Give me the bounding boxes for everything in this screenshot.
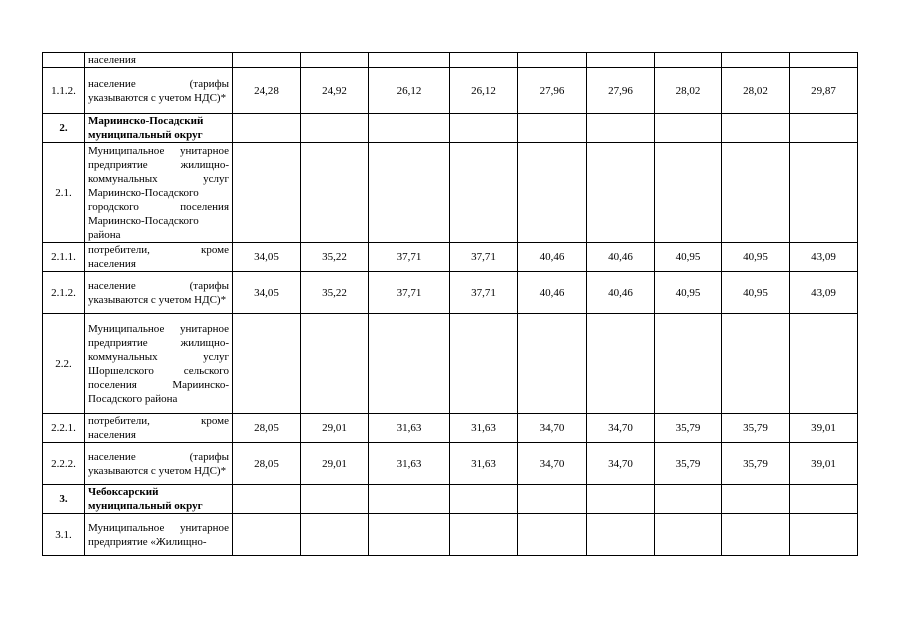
tariff-value-cell (369, 485, 450, 514)
tariff-value-cell: 40,46 (518, 243, 587, 272)
row-description: потребители, кроме населения (85, 243, 233, 272)
tariff-value-cell: 28,02 (722, 68, 790, 114)
row-description: Муниципальное унитарное предприятие жилищно- коммунальных услуг Шоршелского сельского поселения Мариинско-Посадского района (85, 314, 233, 414)
tariff-value-cell (655, 485, 722, 514)
tariff-value-cell: 26,12 (369, 68, 450, 114)
tariff-value-cell (301, 314, 369, 414)
row-number: 2.1. (43, 143, 85, 243)
tariff-value-cell: 28,02 (655, 68, 722, 114)
tariff-table (42, 52, 858, 556)
tariff-value-cell (518, 514, 587, 556)
tariff-value-cell: 40,46 (587, 272, 655, 314)
tariff-value-cell (587, 514, 655, 556)
tariff-value-cell (587, 114, 655, 143)
row-number: 2.1.1. (43, 243, 85, 272)
tariff-value-cell: 37,71 (450, 243, 518, 272)
tariff-value-cell: 35,22 (301, 243, 369, 272)
tariff-value-cell: 40,46 (587, 243, 655, 272)
tariff-value-cell: 40,95 (722, 243, 790, 272)
tariff-value-cell (233, 53, 301, 68)
tariff-value-cell: 40,95 (655, 272, 722, 314)
row-description: населения (85, 53, 233, 68)
tariff-value-cell (518, 53, 587, 68)
tariff-value-cell: 34,05 (233, 243, 301, 272)
tariff-value-cell: 43,09 (790, 272, 858, 314)
tariff-value-cell (233, 314, 301, 414)
tariff-value-cell (790, 485, 858, 514)
tariff-value-cell (450, 53, 518, 68)
tariff-value-cell (722, 514, 790, 556)
tariff-value-cell (369, 143, 450, 243)
row-number: 2. (43, 114, 85, 143)
tariff-value-cell: 28,05 (233, 443, 301, 485)
table-row (43, 68, 858, 114)
tariff-value-cell: 34,70 (587, 414, 655, 443)
tariff-value-cell (655, 114, 722, 143)
row-description: потребители, кроме населения (85, 414, 233, 443)
tariff-value-cell (301, 53, 369, 68)
table-row (43, 414, 858, 443)
tariff-value-cell: 35,79 (655, 414, 722, 443)
tariff-value-cell: 40,46 (518, 272, 587, 314)
tariff-value-cell: 39,01 (790, 414, 858, 443)
tariff-value-cell: 31,63 (369, 414, 450, 443)
tariff-value-cell (369, 53, 450, 68)
tariff-value-cell: 34,70 (587, 443, 655, 485)
tariff-value-cell (722, 314, 790, 414)
row-description: Мариинско-Посадский муниципальный округ (85, 114, 233, 143)
tariff-value-cell (518, 143, 587, 243)
tariff-value-cell: 37,71 (450, 272, 518, 314)
tariff-value-cell: 39,01 (790, 443, 858, 485)
row-number: 3.1. (43, 514, 85, 556)
row-number (43, 53, 85, 68)
tariff-value-cell: 40,95 (655, 243, 722, 272)
row-number: 2.2.1. (43, 414, 85, 443)
tariff-value-cell (790, 314, 858, 414)
row-number: 2.2. (43, 314, 85, 414)
tariff-value-cell (450, 485, 518, 514)
tariff-value-cell: 34,70 (518, 414, 587, 443)
tariff-value-cell (722, 114, 790, 143)
table-row (43, 485, 858, 514)
tariff-value-cell: 35,22 (301, 272, 369, 314)
tariff-value-cell (587, 143, 655, 243)
table-row (43, 114, 858, 143)
tariff-value-cell: 26,12 (450, 68, 518, 114)
tariff-value-cell: 31,63 (369, 443, 450, 485)
tariff-value-cell (518, 114, 587, 143)
tariff-value-cell: 35,79 (655, 443, 722, 485)
row-number: 3. (43, 485, 85, 514)
tariff-value-cell (790, 114, 858, 143)
tariff-value-cell (450, 143, 518, 243)
tariff-value-cell (518, 314, 587, 414)
tariff-value-cell (722, 485, 790, 514)
tariff-value-cell (233, 485, 301, 514)
tariff-value-cell (233, 114, 301, 143)
row-description: Чебоксарский муниципальный округ (85, 485, 233, 514)
tariff-value-cell: 31,63 (450, 443, 518, 485)
tariff-value-cell (790, 53, 858, 68)
row-number: 2.1.2. (43, 272, 85, 314)
tariff-value-cell (233, 514, 301, 556)
tariff-value-cell: 29,01 (301, 414, 369, 443)
tariff-value-cell (301, 143, 369, 243)
tariff-value-cell (301, 114, 369, 143)
tariff-value-cell: 43,09 (790, 243, 858, 272)
tariff-value-cell (301, 514, 369, 556)
tariff-value-cell: 35,79 (722, 443, 790, 485)
tariff-value-cell: 37,71 (369, 243, 450, 272)
tariff-value-cell (722, 143, 790, 243)
row-description: население (тарифы указываются с учетом НДС)* (85, 443, 233, 485)
tariff-value-cell (655, 53, 722, 68)
tariff-value-cell (233, 143, 301, 243)
table-body (43, 53, 858, 556)
tariff-value-cell: 34,05 (233, 272, 301, 314)
row-description: Муниципальное унитарное предприятие жилищно-коммунальных услуг Мариинско-Посадского городского поселения Мариинско-Посадского района (85, 143, 233, 243)
row-description: Муниципальное унитарное предприятие «Жилищно- (85, 514, 233, 556)
table-row (43, 272, 858, 314)
tariff-value-cell (518, 485, 587, 514)
tariff-value-cell: 24,92 (301, 68, 369, 114)
tariff-value-cell (790, 143, 858, 243)
tariff-value-cell: 40,95 (722, 272, 790, 314)
table-row (43, 443, 858, 485)
tariff-value-cell: 27,96 (587, 68, 655, 114)
tariff-value-cell (655, 514, 722, 556)
tariff-value-cell: 28,05 (233, 414, 301, 443)
tariff-value-cell (450, 514, 518, 556)
tariff-value-cell (369, 114, 450, 143)
tariff-value-cell (722, 53, 790, 68)
tariff-value-cell (790, 514, 858, 556)
tariff-value-cell: 29,01 (301, 443, 369, 485)
tariff-value-cell: 27,96 (518, 68, 587, 114)
row-number: 1.1.2. (43, 68, 85, 114)
table-row (43, 514, 858, 556)
row-number: 2.2.2. (43, 443, 85, 485)
tariff-value-cell: 35,79 (722, 414, 790, 443)
table-row (43, 53, 858, 68)
tariff-value-cell: 29,87 (790, 68, 858, 114)
tariff-value-cell (655, 143, 722, 243)
tariff-value-cell (450, 314, 518, 414)
tariff-value-cell (587, 53, 655, 68)
table-row (43, 143, 858, 243)
tariff-value-cell (301, 485, 369, 514)
tariff-value-cell: 24,28 (233, 68, 301, 114)
tariff-value-cell (369, 514, 450, 556)
tariff-value-cell (587, 485, 655, 514)
tariff-value-cell (369, 314, 450, 414)
tariff-value-cell: 34,70 (518, 443, 587, 485)
row-description: население (тарифы указываются с учетом НДС)* (85, 272, 233, 314)
tariff-value-cell (587, 314, 655, 414)
table-row (43, 243, 858, 272)
tariff-value-cell: 37,71 (369, 272, 450, 314)
tariff-value-cell: 31,63 (450, 414, 518, 443)
table-row (43, 314, 858, 414)
row-description: население (тарифы указываются с учетом НДС)* (85, 68, 233, 114)
tariff-value-cell (450, 114, 518, 143)
tariff-value-cell (655, 314, 722, 414)
